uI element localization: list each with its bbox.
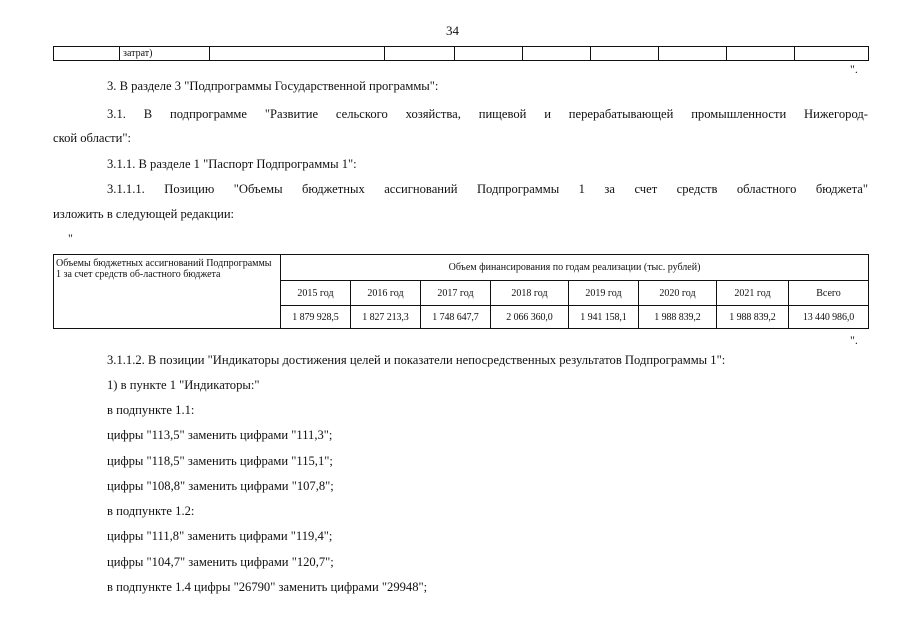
value-cell: 1 988 839,2 (639, 306, 717, 329)
paragraph-continuation: ской области": (53, 131, 131, 145)
paragraph-continuation: изложить в следующей редакции: (53, 207, 235, 221)
paragraph: 3.1. В подпрограмме "Развитие сельского хозяйства, пищевой и перерабатывающей промышленности Нижегород- (107, 107, 868, 121)
total-header: Всего (789, 281, 869, 306)
year-header: 2020 год (639, 281, 717, 306)
closing-quote: ". (850, 62, 858, 76)
year-header: 2016 год (351, 281, 421, 306)
table-cell: затрат) (120, 47, 210, 61)
table-row (54, 255, 869, 281)
opening-quote: " (68, 231, 73, 245)
paragraph: 3.1.1.1. Позицию "Объемы бюджетных ассигнований Подпрограммы 1 за счет средств областного бюджета" (107, 182, 868, 196)
table-cell (385, 47, 455, 61)
list-item: цифры "104,7" заменить цифрами "120,7"; (107, 555, 334, 569)
finance-table-header: Объем финансирования по годам реализации (тыс. рублей) (281, 255, 869, 281)
table-cell (523, 47, 591, 61)
value-cell: 2 066 360,0 (491, 306, 569, 329)
year-header: 2019 год (569, 281, 639, 306)
finance-table-label: Объемы бюджетных ассигнований Подпрограммы 1 за счет средств об-ластного бюджета (54, 255, 281, 329)
table-cell (795, 47, 869, 61)
table-row (54, 47, 869, 61)
page-number: 34 (446, 23, 459, 38)
value-cell: 1 748 647,7 (421, 306, 491, 329)
paragraph: 3. В разделе 3 "Подпрограммы Государственной программы": (107, 79, 439, 93)
year-header: 2021 год (717, 281, 789, 306)
finance-table (53, 254, 869, 329)
value-cell: 1 988 839,2 (717, 306, 789, 329)
table-cell (727, 47, 795, 61)
closing-quote: ". (850, 333, 858, 347)
list-item: в подпункте 1.1: (107, 403, 195, 417)
list-item: 1) в пункте 1 "Индикаторы:" (107, 378, 260, 392)
table-cell (54, 47, 120, 61)
paragraph: 3.1.1. В разделе 1 "Паспорт Подпрограммы 1": (107, 157, 357, 171)
value-cell: 1 941 158,1 (569, 306, 639, 329)
year-header: 2015 год (281, 281, 351, 306)
list-item: в подпункте 1.2: (107, 504, 195, 518)
list-item: в подпункте 1.4 цифры "26790" заменить цифрами "29948"; (107, 580, 428, 594)
year-header: 2018 год (491, 281, 569, 306)
total-cell: 13 440 986,0 (789, 306, 869, 329)
table-cell (659, 47, 727, 61)
list-item: 3.1.1.2. В позиции "Индикаторы достижения целей и показатели непосредственных результатов Подпрограммы 1": (107, 353, 726, 367)
value-cell: 1 827 213,3 (351, 306, 421, 329)
list-item: цифры "108,8" заменить цифрами "107,8"; (107, 479, 334, 493)
value-cell: 1 879 928,5 (281, 306, 351, 329)
table-cell (591, 47, 659, 61)
table-cell (455, 47, 523, 61)
list-item: цифры "113,5" заменить цифрами "111,3"; (107, 428, 333, 442)
list-item: цифры "118,5" заменить цифрами "115,1"; (107, 454, 333, 468)
continued-table (53, 46, 869, 61)
year-header: 2017 год (421, 281, 491, 306)
list-item: цифры "111,8" заменить цифрами "119,4"; (107, 529, 333, 543)
table-cell (210, 47, 385, 61)
